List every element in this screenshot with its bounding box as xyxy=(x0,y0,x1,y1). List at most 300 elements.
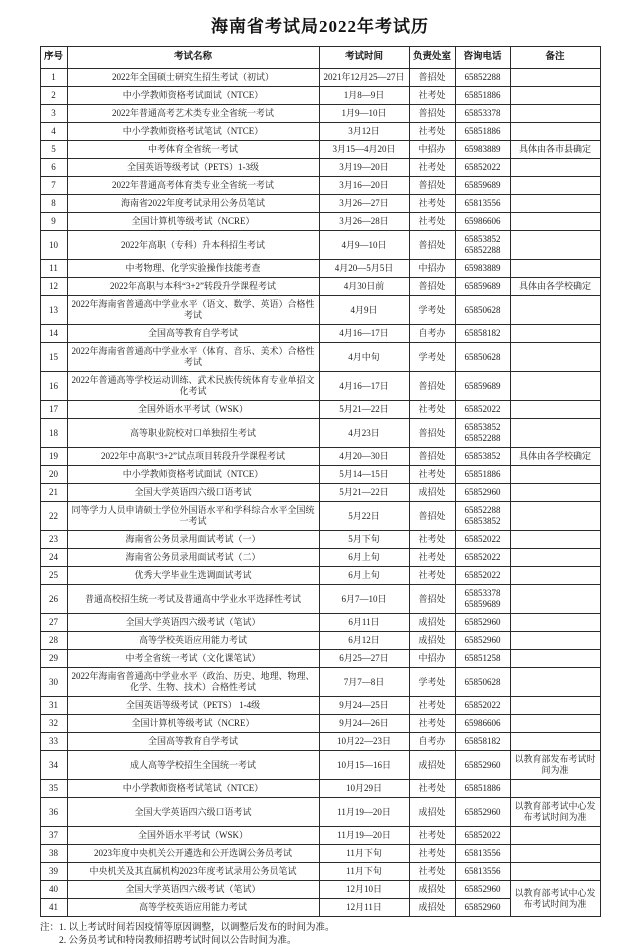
row-number-cell: 20 xyxy=(40,466,67,484)
exam-calendar-table xyxy=(40,46,601,917)
phone-number: 65852960 xyxy=(464,759,501,770)
phone-number: 65852960 xyxy=(464,487,501,497)
phone-number: 65852288 xyxy=(464,505,501,515)
row-number-cell: 10 xyxy=(40,231,67,260)
phone-number: 65853852 xyxy=(464,451,501,461)
exam-time-cell: 5月21—22日 xyxy=(319,401,409,419)
phone-number: 65852288 xyxy=(464,245,501,255)
table-row xyxy=(40,549,600,567)
exam-time-cell: 4月9日 xyxy=(319,296,409,325)
footnote-lines xyxy=(59,922,335,948)
office-cell: 社考处 xyxy=(409,549,455,567)
exam-name-cell: 全国大学英语四六级考试（笔试） xyxy=(67,614,319,632)
office-cell: 社考处 xyxy=(409,531,455,549)
phone-number: 65853852 xyxy=(464,516,501,526)
exam-time-cell: 12月10日 xyxy=(319,881,409,899)
exam-time-cell: 4月20—5月5日 xyxy=(319,260,409,278)
exam-name-cell: 中小学教师资格考试面试（NTCE） xyxy=(67,466,319,484)
exam-name-cell: 2022年海南省普通高中学业水平（政治、历史、地理、物理、化学、生物、技术）合格性考试 xyxy=(67,668,319,697)
row-number-cell: 33 xyxy=(40,733,67,751)
table-row xyxy=(40,466,600,484)
table-row xyxy=(40,159,600,177)
exam-name-cell: 2022年普通高考体育类专业全省统一考试 xyxy=(67,177,319,195)
phone-cell xyxy=(455,195,510,213)
column-header: 考试名称 xyxy=(67,47,319,69)
exam-time-cell: 11月19—20日 xyxy=(319,827,409,845)
phone-number: 65852960 xyxy=(464,635,501,645)
phone-cell xyxy=(455,105,510,123)
phone-number: 65859689 xyxy=(464,380,501,391)
exam-time-cell: 6月上旬 xyxy=(319,567,409,585)
exam-name-cell: 2022年高职与本科“3+2”转段升学课程考试 xyxy=(67,278,319,296)
table-row xyxy=(40,798,600,827)
office-cell: 普招处 xyxy=(409,419,455,448)
phone-number: 65852022 xyxy=(464,570,501,580)
column-header: 咨询电话 xyxy=(455,47,510,69)
office-cell: 社考处 xyxy=(409,466,455,484)
phone-cell xyxy=(455,213,510,231)
phone-cell xyxy=(455,614,510,632)
remark-cell xyxy=(510,502,600,531)
row-number-cell: 11 xyxy=(40,260,67,278)
phone-cell xyxy=(455,401,510,419)
phone-number: 65850628 xyxy=(464,304,501,315)
row-number-cell: 23 xyxy=(40,531,67,549)
office-cell: 成招处 xyxy=(409,484,455,502)
exam-name-cell: 高等职业院校对口单独招生考试 xyxy=(67,419,319,448)
table-row xyxy=(40,863,600,881)
phone-cell xyxy=(455,733,510,751)
table-body xyxy=(40,69,600,917)
exam-time-cell: 10月29日 xyxy=(319,780,409,798)
table-row xyxy=(40,614,600,632)
remark-cell: 具体由各市县确定 xyxy=(510,141,600,159)
phone-cell xyxy=(455,419,510,448)
exam-name-cell: 中小学教师资格考试笔试（NTCE） xyxy=(67,780,319,798)
exam-name-cell: 中考全省统一考试（文化课笔试） xyxy=(67,650,319,668)
row-number-cell: 14 xyxy=(40,325,67,343)
phone-cell xyxy=(455,231,510,260)
exam-time-cell: 3月19—20日 xyxy=(319,159,409,177)
table-row xyxy=(40,715,600,733)
remark-cell xyxy=(510,213,600,231)
office-cell: 社考处 xyxy=(409,567,455,585)
table-row xyxy=(40,195,600,213)
table-row xyxy=(40,484,600,502)
phone-cell xyxy=(455,372,510,401)
table-row xyxy=(40,213,600,231)
office-cell: 普招处 xyxy=(409,105,455,123)
phone-number: 65851886 xyxy=(464,90,501,100)
phone-number: 65852022 xyxy=(464,830,501,840)
office-cell: 普招处 xyxy=(409,448,455,466)
phone-number: 65851258 xyxy=(464,653,501,663)
exam-time-cell: 5月22日 xyxy=(319,502,409,531)
phone-number: 65983889 xyxy=(464,263,501,273)
exam-time-cell: 3月26—27日 xyxy=(319,195,409,213)
phone-number: 65853378 xyxy=(464,588,501,598)
row-number-cell: 41 xyxy=(40,899,67,917)
table-row xyxy=(40,448,600,466)
phone-number: 65852022 xyxy=(464,162,501,172)
row-number-cell: 9 xyxy=(40,213,67,231)
exam-name-cell: 全国大学英语四六级口语考试 xyxy=(67,484,319,502)
exam-name-cell: 优秀大学毕业生选调面试考试 xyxy=(67,567,319,585)
office-cell: 中招办 xyxy=(409,260,455,278)
phone-number: 65851886 xyxy=(464,126,501,136)
office-cell: 社考处 xyxy=(409,780,455,798)
table-row xyxy=(40,502,600,531)
exam-time-cell: 9月24—25日 xyxy=(319,697,409,715)
phone-cell xyxy=(455,881,510,899)
phone-cell xyxy=(455,87,510,105)
exam-time-cell: 4月30日前 xyxy=(319,278,409,296)
table-row xyxy=(40,325,600,343)
remark-cell: 以教育部考试中心发布考试时间为准 xyxy=(510,881,600,917)
table-row xyxy=(40,343,600,372)
exam-name-cell: 2022年中高职“3+2”试点项目转段升学课程考试 xyxy=(67,448,319,466)
office-cell: 成招处 xyxy=(409,614,455,632)
exam-name-cell: 全国外语水平考试（WSK） xyxy=(67,827,319,845)
table-row xyxy=(40,87,600,105)
exam-time-cell: 6月上旬 xyxy=(319,549,409,567)
remark-cell xyxy=(510,549,600,567)
phone-number: 65813556 xyxy=(464,866,501,876)
remark-cell xyxy=(510,260,600,278)
phone-cell xyxy=(455,827,510,845)
table-row xyxy=(40,845,600,863)
footnote-item: 1. 以上考试时间若因疫情等原因调整，以调整后发布的时间为准。 xyxy=(59,923,335,933)
phone-cell xyxy=(455,863,510,881)
phone-number: 65851886 xyxy=(464,469,501,479)
exam-time-cell: 6月11日 xyxy=(319,614,409,632)
phone-cell xyxy=(455,715,510,733)
office-cell: 社考处 xyxy=(409,87,455,105)
phone-number: 65850628 xyxy=(464,351,501,362)
phone-number: 65852960 xyxy=(464,806,501,817)
row-number-cell: 26 xyxy=(40,585,67,614)
office-cell: 社考处 xyxy=(409,401,455,419)
office-cell: 社考处 xyxy=(409,863,455,881)
row-number-cell: 18 xyxy=(40,419,67,448)
exam-time-cell: 11月下旬 xyxy=(319,863,409,881)
remark-cell xyxy=(510,123,600,141)
phone-cell xyxy=(455,650,510,668)
row-number-cell: 7 xyxy=(40,177,67,195)
footnote-item: 2. 公务员考试和特岗教师招聘考试时间以公告时间为准。 xyxy=(59,936,297,946)
row-number-cell: 21 xyxy=(40,484,67,502)
remark-cell xyxy=(510,632,600,650)
exam-name-cell: 2022年海南省普通高中学业水平（体育、音乐、美术）合格性考试 xyxy=(67,343,319,372)
remark-cell xyxy=(510,231,600,260)
phone-cell xyxy=(455,278,510,296)
row-number-cell: 15 xyxy=(40,343,67,372)
phone-cell xyxy=(455,845,510,863)
office-cell: 中招办 xyxy=(409,141,455,159)
row-number-cell: 25 xyxy=(40,567,67,585)
remark-cell: 以教育部考试中心发布考试时间为准 xyxy=(510,798,600,827)
row-number-cell: 5 xyxy=(40,141,67,159)
phone-cell xyxy=(455,177,510,195)
phone-cell xyxy=(455,632,510,650)
phone-number: 65852960 xyxy=(464,617,501,627)
phone-cell xyxy=(455,502,510,531)
phone-cell xyxy=(455,343,510,372)
table-row xyxy=(40,827,600,845)
phone-cell xyxy=(455,141,510,159)
exam-time-cell: 4月16—17日 xyxy=(319,372,409,401)
office-cell: 社考处 xyxy=(409,827,455,845)
table-row xyxy=(40,650,600,668)
table-row xyxy=(40,278,600,296)
exam-time-cell: 6月25—27日 xyxy=(319,650,409,668)
phone-number: 65852022 xyxy=(464,534,501,544)
exam-time-cell: 11月19—20日 xyxy=(319,798,409,827)
phone-cell xyxy=(455,159,510,177)
table-row xyxy=(40,751,600,780)
phone-cell xyxy=(455,567,510,585)
table-row xyxy=(40,567,600,585)
phone-cell xyxy=(455,668,510,697)
remark-cell xyxy=(510,159,600,177)
remark-cell xyxy=(510,668,600,697)
table-row xyxy=(40,419,600,448)
phone-cell xyxy=(455,260,510,278)
exam-time-cell: 7月7—8日 xyxy=(319,668,409,697)
table-header-row xyxy=(40,47,600,69)
row-number-cell: 17 xyxy=(40,401,67,419)
column-header: 考试时间 xyxy=(319,47,409,69)
office-cell: 普招处 xyxy=(409,69,455,87)
exam-name-cell: 2022年普通高考艺术类专业全省统一考试 xyxy=(67,105,319,123)
exam-time-cell: 4月16—17日 xyxy=(319,325,409,343)
row-number-cell: 24 xyxy=(40,549,67,567)
remark-cell xyxy=(510,372,600,401)
row-number-cell: 36 xyxy=(40,798,67,827)
phone-cell xyxy=(455,531,510,549)
table-row xyxy=(40,105,600,123)
remark-cell xyxy=(510,614,600,632)
exam-name-cell: 中考物理、化学实验操作技能考查 xyxy=(67,260,319,278)
office-cell: 成招处 xyxy=(409,798,455,827)
exam-time-cell: 10月22—23日 xyxy=(319,733,409,751)
row-number-cell: 1 xyxy=(40,69,67,87)
table-row xyxy=(40,531,600,549)
phone-number: 65986606 xyxy=(464,718,501,728)
phone-number: 65852288 xyxy=(464,72,501,82)
remark-cell: 具体由各学校确定 xyxy=(510,278,600,296)
row-number-cell: 27 xyxy=(40,614,67,632)
exam-name-cell: 全国计算机等级考试（NCRE） xyxy=(67,213,319,231)
exam-name-cell: 2023年度中央机关公开遴选和公开选调公务员考试 xyxy=(67,845,319,863)
phone-cell xyxy=(455,780,510,798)
exam-time-cell: 6月7—10日 xyxy=(319,585,409,614)
remark-cell xyxy=(510,177,600,195)
office-cell: 成招处 xyxy=(409,632,455,650)
exam-time-cell: 5月21—22日 xyxy=(319,484,409,502)
row-number-cell: 32 xyxy=(40,715,67,733)
phone-number: 65852022 xyxy=(464,700,501,710)
row-number-cell: 39 xyxy=(40,863,67,881)
exam-time-cell: 4月23日 xyxy=(319,419,409,448)
row-number-cell: 37 xyxy=(40,827,67,845)
phone-cell xyxy=(455,325,510,343)
row-number-cell: 34 xyxy=(40,751,67,780)
exam-name-cell: 全国大学英语四六级口语考试 xyxy=(67,798,319,827)
exam-time-cell: 4月9—10日 xyxy=(319,231,409,260)
exam-name-cell: 全国大学英语四六级考试（笔试） xyxy=(67,881,319,899)
row-number-cell: 35 xyxy=(40,780,67,798)
row-number-cell: 29 xyxy=(40,650,67,668)
phone-number: 65859689 xyxy=(464,281,501,291)
office-cell: 自考办 xyxy=(409,733,455,751)
table-row xyxy=(40,881,600,899)
exam-name-cell: 2022年高职（专科）升本科招生考试 xyxy=(67,231,319,260)
table-row xyxy=(40,231,600,260)
remark-cell xyxy=(510,531,600,549)
table-row xyxy=(40,668,600,697)
row-number-cell: 8 xyxy=(40,195,67,213)
exam-name-cell: 海南省公务员录用面试考试（一） xyxy=(67,531,319,549)
phone-number: 65852288 xyxy=(464,433,501,443)
exam-time-cell: 10月15—16日 xyxy=(319,751,409,780)
table-row xyxy=(40,372,600,401)
phone-cell xyxy=(455,899,510,917)
row-number-cell: 19 xyxy=(40,448,67,466)
exam-name-cell: 中小学教师资格考试面试（NTCE） xyxy=(67,87,319,105)
remark-cell xyxy=(510,69,600,87)
office-cell: 成招处 xyxy=(409,881,455,899)
remark-cell xyxy=(510,733,600,751)
exam-time-cell: 3月16—20日 xyxy=(319,177,409,195)
exam-time-cell: 12月11日 xyxy=(319,899,409,917)
phone-cell xyxy=(455,69,510,87)
phone-number: 65813556 xyxy=(464,198,501,208)
office-cell: 社考处 xyxy=(409,697,455,715)
phone-cell xyxy=(455,466,510,484)
phone-number: 65852960 xyxy=(464,884,501,894)
phone-cell xyxy=(455,585,510,614)
exam-name-cell: 全国计算机等级考试（NCRE） xyxy=(67,715,319,733)
exam-name-cell: 中考体育全省统一考试 xyxy=(67,141,319,159)
table-row xyxy=(40,69,600,87)
row-number-cell: 6 xyxy=(40,159,67,177)
column-header: 负责处室 xyxy=(409,47,455,69)
office-cell: 社考处 xyxy=(409,213,455,231)
office-cell: 社考处 xyxy=(409,715,455,733)
row-number-cell: 38 xyxy=(40,845,67,863)
office-cell: 社考处 xyxy=(409,159,455,177)
remark-cell xyxy=(510,697,600,715)
phone-cell xyxy=(455,697,510,715)
exam-time-cell: 4月20—30日 xyxy=(319,448,409,466)
row-number-cell: 31 xyxy=(40,697,67,715)
office-cell: 普招处 xyxy=(409,372,455,401)
exam-time-cell: 9月24—26日 xyxy=(319,715,409,733)
phone-number: 65853852 xyxy=(464,234,501,244)
exam-time-cell: 5月下旬 xyxy=(319,531,409,549)
office-cell: 普招处 xyxy=(409,585,455,614)
phone-number: 65852022 xyxy=(464,552,501,562)
phone-cell xyxy=(455,448,510,466)
exam-time-cell: 6月12日 xyxy=(319,632,409,650)
office-cell: 普招处 xyxy=(409,231,455,260)
phone-number: 65850628 xyxy=(464,676,501,687)
phone-number: 65853852 xyxy=(464,422,501,432)
office-cell: 成招处 xyxy=(409,751,455,780)
exam-name-cell: 海南省2022年度考试录用公务员笔试 xyxy=(67,195,319,213)
phone-number: 65986606 xyxy=(464,216,501,226)
table-row xyxy=(40,141,600,159)
exam-name-cell: 2022年普通高等学校运动训练、武术民族传统体育专业单招文化考试 xyxy=(67,372,319,401)
phone-cell xyxy=(455,549,510,567)
office-cell: 普招处 xyxy=(409,278,455,296)
exam-name-cell: 中央机关及其直属机构2023年度考试录用公务员笔试 xyxy=(67,863,319,881)
exam-name-cell: 成人高等学校招生全国统一考试 xyxy=(67,751,319,780)
column-header: 备注 xyxy=(510,47,600,69)
remark-cell xyxy=(510,845,600,863)
remark-cell xyxy=(510,87,600,105)
phone-number: 65813556 xyxy=(464,848,501,858)
phone-cell xyxy=(455,751,510,780)
exam-name-cell: 2022年海南省普通高中学业水平（语文、数学、英语）合格性考试 xyxy=(67,296,319,325)
row-number-cell: 16 xyxy=(40,372,67,401)
office-cell: 成招处 xyxy=(409,899,455,917)
phone-number: 65858182 xyxy=(464,328,501,338)
exam-name-cell: 普通高校招生统一考试及普通高中学业水平选择性考试 xyxy=(67,585,319,614)
table-row xyxy=(40,780,600,798)
phone-number: 65851886 xyxy=(464,783,501,793)
remark-cell xyxy=(510,466,600,484)
remark-cell xyxy=(510,650,600,668)
phone-cell xyxy=(455,484,510,502)
table-row xyxy=(40,632,600,650)
office-cell: 普招处 xyxy=(409,177,455,195)
exam-name-cell: 全国外语水平考试（WSK） xyxy=(67,401,319,419)
exam-name-cell: 全国英语等级考试（PETS）1-3级 xyxy=(67,159,319,177)
phone-cell xyxy=(455,798,510,827)
exam-name-cell: 2022年全国硕士研究生招生考试（初试） xyxy=(67,69,319,87)
row-number-cell: 40 xyxy=(40,881,67,899)
office-cell: 学考处 xyxy=(409,343,455,372)
exam-time-cell: 3月15—4月20日 xyxy=(319,141,409,159)
remark-cell: 具体由各学校确定 xyxy=(510,448,600,466)
exam-name-cell: 高等学校英语应用能力考试 xyxy=(67,899,319,917)
phone-number: 65859689 xyxy=(464,599,501,609)
column-header: 序号 xyxy=(40,47,67,69)
row-number-cell: 12 xyxy=(40,278,67,296)
exam-name-cell: 海南省公务员录用面试考试（二） xyxy=(67,549,319,567)
office-cell: 社考处 xyxy=(409,845,455,863)
row-number-cell: 22 xyxy=(40,502,67,531)
phone-number: 65852022 xyxy=(464,404,501,414)
remark-cell xyxy=(510,585,600,614)
exam-name-cell: 全国英语等级考试（PETS） 1-4级 xyxy=(67,697,319,715)
table-row xyxy=(40,123,600,141)
table-row xyxy=(40,401,600,419)
table-row xyxy=(40,177,600,195)
exam-time-cell: 1月8—9日 xyxy=(319,87,409,105)
exam-name-cell: 高等学校英语应用能力考试 xyxy=(67,632,319,650)
phone-number: 65858182 xyxy=(464,736,501,746)
row-number-cell: 13 xyxy=(40,296,67,325)
remark-cell xyxy=(510,401,600,419)
remark-cell xyxy=(510,343,600,372)
phone-number: 65859689 xyxy=(464,180,501,190)
exam-name-cell: 全国高等教育自学考试 xyxy=(67,733,319,751)
exam-time-cell: 3月12日 xyxy=(319,123,409,141)
remark-cell xyxy=(510,419,600,448)
